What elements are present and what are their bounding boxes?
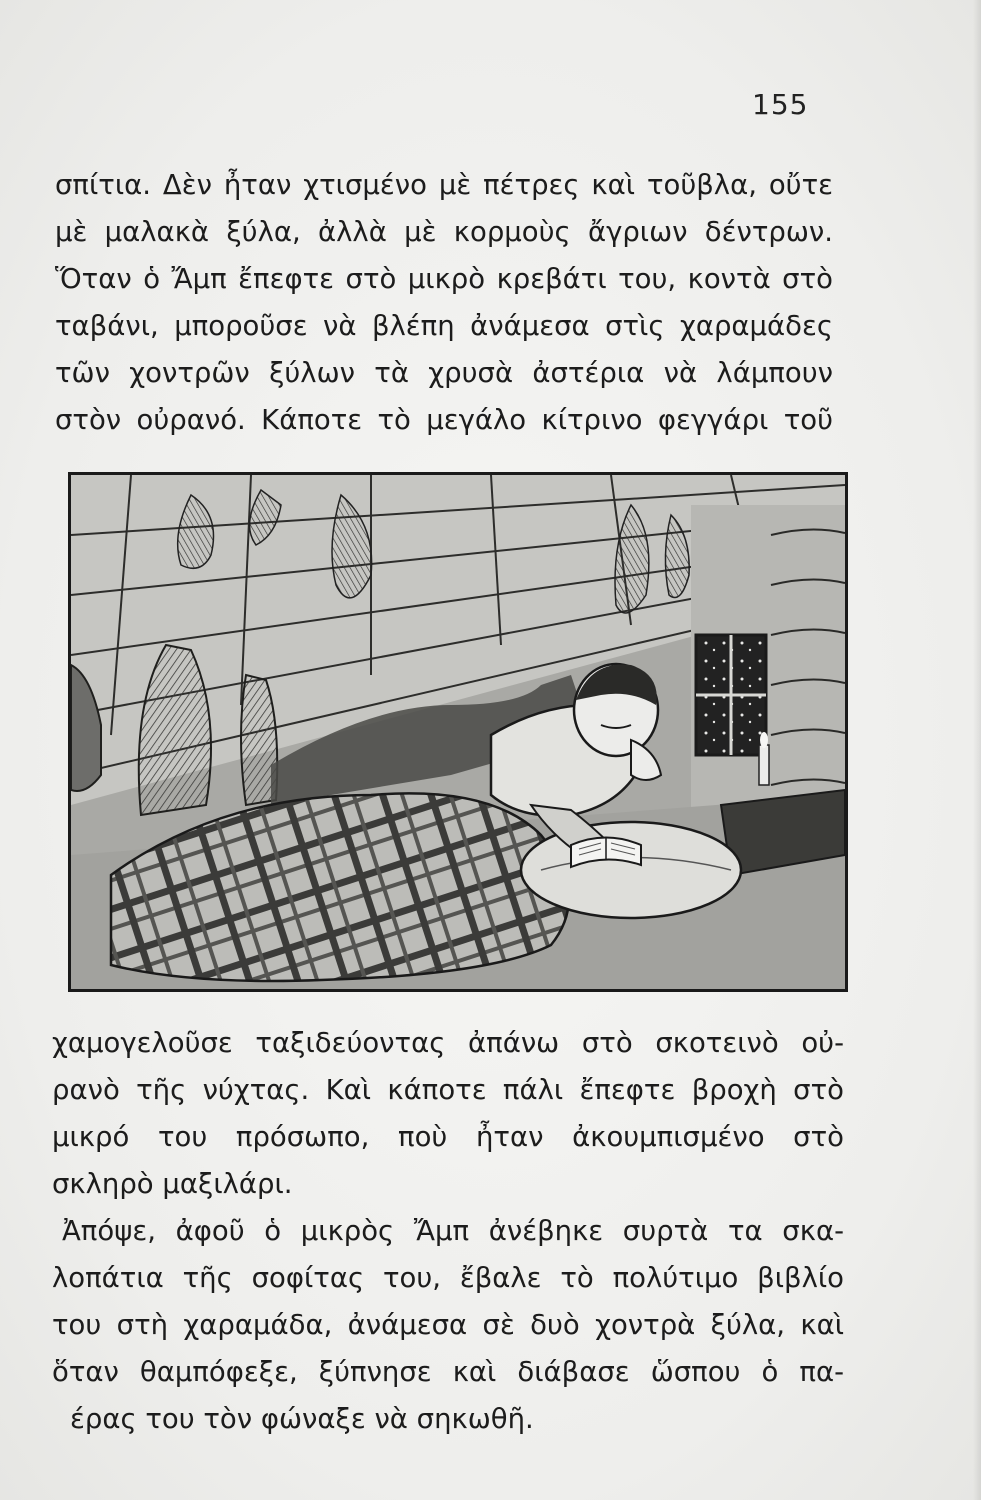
- text-line: σκληρὸ μαξιλάρι.: [52, 1168, 293, 1200]
- text-line: λοπάτια τῆς σοφίτας του, ἔβαλε τὸ πολύτιμο βιβλίο: [52, 1262, 844, 1294]
- text-line: τῶν χοντρῶν ξύλων τὰ χρυσὰ ἀστέρια νὰ λάμπουν: [55, 357, 833, 389]
- text-line: ταβάνι, μποροῦσε νὰ βλέπη ἀνάμεσα στὶς χαραμάδες: [55, 310, 833, 342]
- text-line: στὸν οὐρανό. Κάποτε τὸ μεγάλο κίτρινο φεγγάρι τοῦ: [55, 404, 833, 436]
- bottom-paragraphs: [52, 1020, 844, 1443]
- page-edge-shadow: [973, 0, 981, 1500]
- text-line: έρας του τὸν φώναξε νὰ σηκωθῆ.: [70, 1403, 534, 1435]
- text-line: χαμογελοῦσε ταξιδεύοντας ἀπάνω στὸ σκοτεινὸ οὐ-: [52, 1027, 844, 1059]
- text-line: Ὅταν ὁ Ἄμπ ἔπεφτε στὸ μικρὸ κρεβάτι του, κοντὰ στὸ: [55, 263, 833, 295]
- text-line: ὅταν θαμπόφεξε, ξύπνησε καὶ διάβασε ὥσπου ὁ πα-: [52, 1356, 844, 1388]
- text-line: του στὴ χαραμάδα, ἀνάμεσα σὲ δυὸ χοντρὰ ξύλα, καὶ: [52, 1309, 844, 1341]
- text-line: μὲ μαλακὰ ξύλα, ἀλλὰ μὲ κορμοὺς ἄγριων δέντρων.: [55, 216, 833, 248]
- text-line: σπίτια. Δὲν ἦταν χτισμένο μὲ πέτρες καὶ τοῦβλα, οὔτε: [55, 169, 833, 201]
- illustration-drawing: [71, 475, 845, 989]
- text-line: μικρό του πρόσωπο, ποὺ ἦταν ἀκουμπισμένο στὸ: [52, 1121, 844, 1153]
- top-paragraph: [55, 162, 833, 444]
- text-line: ρανὸ τῆς νύχτας. Καὶ κάποτε πάλι ἔπεφτε βροχὴ στὸ: [52, 1074, 844, 1106]
- illustration-boy-reading-in-attic: [68, 472, 848, 992]
- page-number: 155: [752, 88, 809, 121]
- text-line: Ἀπόψε, ἀφοῦ ὁ μικρὸς Ἄμπ ἀνέβηκε συρτὰ τα σκα-: [62, 1215, 844, 1247]
